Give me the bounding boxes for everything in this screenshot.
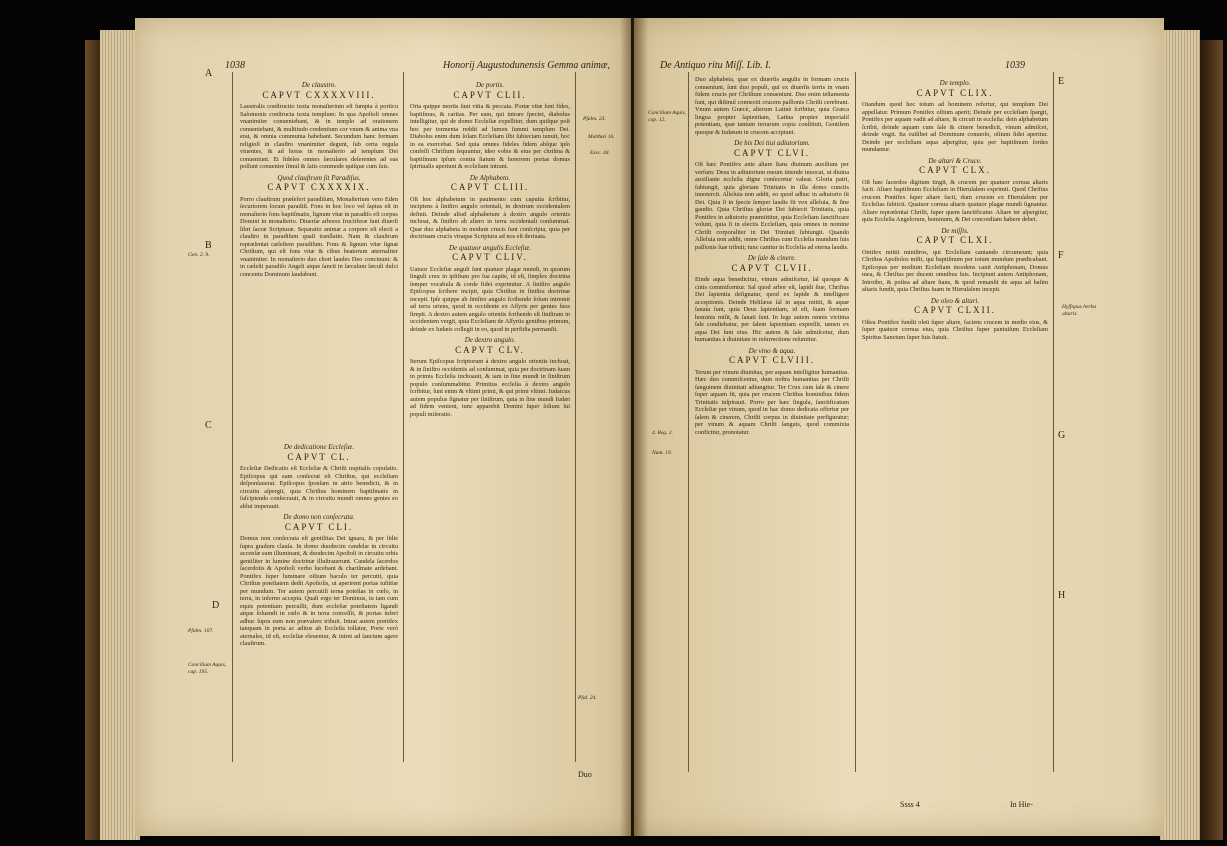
right-page-edges: [1160, 30, 1200, 840]
section-subtitle: De claustro.: [301, 81, 337, 89]
column-rule: [855, 72, 856, 772]
left-page-edges: [100, 30, 140, 840]
chapter-heading: CAPVT CLI.: [284, 521, 354, 532]
section-subtitle: De miſſis.: [941, 226, 969, 235]
section-text: Porro clauſtrum præſefert paradiſum, Monaſterium vero Eden ſecuriorem locum paradiſi. Fons in hoc loco vel ſaptus eſt in monaſterio fons baptiſmatis, lignum vitæ in paradiſo eſt corpus Domini in monaſterio. Diuerſæ arbores fructiferæ ſunt diuerſi libri ſacræ Scripturæ. Separatio animæ a corpore eſt electi a clauſtro in paradiſum quaſi tranſlatio. Nam & clauſtrum repræſentat cæleſtem paradiſum. Fons & lignum vitæ ſignat Chriſtum, qui eſt fons vitæ & cibus beatorum æternaliter vnanimiter. In monaſterio duo chori laudes Deo concinunt: & in cæleſti paradiſo Angeli atque ſancti in ſæculum ſæculi dulci concentu Dominum laudabunt.: [240, 195, 398, 278]
right-column-1: [695, 76, 849, 766]
chapter-heading: CAPVT CLXII.: [914, 305, 996, 315]
chapter-heading: CAPVT CLV.: [455, 344, 525, 355]
margin-letter-b: B: [205, 240, 212, 251]
section-subtitle: De portis.: [476, 81, 504, 89]
section-text: Terum per vinum diuinitas, per aquam intelligitur humanitas. Hæc duo commiſcentur, dum noſtra humanitas per Chriſti ſanguinem diuinitati adiungitur. Ter Crux cum ſale & cinere ſuper aquam fit, quia per crucem Chriſtus hominibus fidem Trinitatis inſpirauit. Porro per hæc ſingula, ſanctificatum Eccleſiæ per vinum, quod in hac domo dedicata offertur per ſalem & cinerem, Chriſti corpus in diuinitate perfiguratur; per vinum & aquam Chriſti ſanguis, quod commixta conficitur, pronotatur.: [695, 368, 849, 436]
margin-note: Pſalm. 23.: [583, 116, 606, 122]
right-catchword: In Hie-: [1010, 800, 1033, 809]
section-text: Oſt hæc ſacerdos digitum tingit, & crucem per quatuor cornua altaris facit. Altare baptiſmum Eccleſiam in Hieruſalem exprimit. Quod Chriſtus crucem Pontifex ſuper altare facit, dum crucem ex Hieruſalem per Eccleſias ſubiicit. Quatuor cornua altaris quatuor plagæ mundi ſignantur. Altare repræſentat Chriſti, ſuper quem ſanctificatur. Altare ter aſpergitur, quia Eccleſia Angelorum, hominum, & Dei concordiam habere debet.: [862, 178, 1048, 223]
margin-note: Concilium Aquis, cap. 195.: [188, 662, 227, 675]
section-subtitle: De ſale & cinere.: [747, 254, 797, 262]
right-page-number: 1039: [1005, 60, 1025, 71]
section-subtitle: De templo.: [939, 79, 971, 87]
margin-note: Gen. 2. 9.: [188, 252, 210, 258]
chapter-heading: CAPVT CXXXXVIII.: [262, 89, 376, 100]
chapter-heading: CAPVT CLIX.: [916, 87, 994, 98]
section-text: Oſt hoc alphabetum in pauimento cum capuita ſcribitur, incipiens à ſiniſtro angulo orientali, in dextrum occidentalem deſinit. Deinde aliud alphabetum à dextro angulo orientis inchoat, & ſiniſtro ab altero in terra occidentali conſummat. Quæ duo alphabeta in modum crucis ſunt conſcripta, quia per doctrinam crucis vtraque Scriptura ad nos eſt deriuata.: [410, 195, 570, 240]
chapter-heading: CAPVT CLIV.: [452, 252, 528, 262]
section-text: Otandum quod hoc totum ad hominem refertur, qui templum Dei appellatur. Primum Pontifex oſtium aperit; Deinde per eccleſiam ſpargit, Pontifex per aquam vadit ad altare, & circuit in eccleſia: dein alphabetum ſcribit, deinde aquam cum ſale & cinere benedicit, vinum admiſcet, deinde vngit. Ita cuilibet ad Dominum conuerſo, oſtium ſidei aperitur. Deinde per eccleſiam aqua aſpergitur, quia per baptiſmum ſordes mundantur.: [862, 101, 1048, 153]
column-rule: [688, 72, 689, 772]
right-running-head: [660, 60, 1025, 71]
column-rule: [403, 72, 404, 762]
section-text: Iterum Epiſcopus ſcriptorum à dextro angulo orientis inchoat, & in ſiniſtro occidentis ad conſummat, quia per doctrinam ſuam in primis Eccleſia inchoauit, & iam in ſine mundi in ſiniſtrum populo conſummabitur. Primitus eccleſia à dextro angulo ſcribitur, ſunt enim & vltimi primi, & qui primi vltimi. Iudaicus autem populus ſignatur per ſiniſtrum, quia in ſine mundi Iudæi ad fidem venient, tunc apparebit Domini ſuper ſolium ſui populi miſeratio.: [410, 358, 570, 418]
margin-note: 4. Reg. 2.: [652, 430, 673, 436]
section-subtitle: De dedicatione Eccleſiæ.: [283, 443, 355, 451]
section-text: Eccleſiæ Dedicatio eſt Eccleſiæ & Chriſti nuptialis copulatio. Epiſcopus qui eam conſecrat eſt Chriſtus, qui eccleſiam deſponſauerat. Epiſcopus ſponſam in atrio benedicit, & in circuitu aſpergit, quia Chriſtus hominem baptiſmatis in ſuſcipiendo conſecrauit, & in circuitu mundi omnes gentes eo ablui imperauit.: [240, 465, 398, 510]
section-text: Domus non conſecrata eſt gentilitas Dei ignara, & per ſidie ſupra gradum clauſa. In domo duodecim candelæ in circuitu accenſæ eam illuminant, & duodecim Apoſtoli in circuitu orbis gentiliter in lumine doctrinæ illuſtrauerunt. Candela ſacerdos ſacerdotis & Apoſtoli verbo lucebant & chariſmate ardebant. Pontifex ſuper luminare oſtium baculo ter percutit, quia Chriſtus poteſtatem dedit Apoſtolis, ut aperirent portas iuſtitiæ per mundum. Ter autem percutiſi terna poteſtas in cœlo, in terra, in inferno accepta. Quaſi ergo ter Dominus, tu iam cum equis potentiam percuſſit, dum eccleſiæ poteſtatem ligandi atque ſoluendi in cœlo & in terra conceſſit, & portas inferi adhuc ſupra eum non prævalere tribuit. Intrat autem pontifex tanquam in porta ac aditus ab Eccleſia tollatur, Porte verò aternales, id eſt, eccleſiæ eleuentur, & intret ad ſanctum agere clauſtrum.: [240, 535, 398, 647]
section-subtitle: De quatuor angulis Eccleſiæ.: [448, 243, 532, 252]
margin-letter-h: H: [1058, 590, 1066, 601]
column-rule: [575, 72, 576, 762]
left-running-head: [225, 60, 610, 71]
chapter-heading: CAPVT CL.: [287, 451, 351, 462]
margin-note: Hyſſopus herba altaris.: [1062, 304, 1097, 317]
margin-letter-f: F: [1058, 250, 1064, 261]
section-subtitle: De his Dei tiui adiutorium.: [734, 139, 810, 147]
section-subtitle: De vino & aqua.: [748, 346, 796, 355]
section-text: Einde aqua benedicitur, vinum admiſcetur, ſal quoque & cinis commiſcentur. Sal quod arbor eſt, lapidi ſiue, Chriſtus Dei ſapientia deſignatur, quod ex lapide & intelligere acceptionis. Deinde Heliſæus ſal in aqua mittit, & aquæ ſanata ſunt, quia Deus ſapientiam, id eſt, ſuam formam hominis miſit, & ſanati ſunt. In lege autem omnis victima ſale condiebatur, per ſalem ſapientiam expreſſit, tamen ex aqua Dei ſunt eius. Hic autem & ſale admiſcetur, dum humanitas à diuinitate in reſurrectione reſumitur.: [695, 276, 849, 343]
chapter-heading: CAPVT CLII.: [453, 89, 527, 100]
right-column-2: [862, 76, 1048, 766]
section-subtitle: De oleo & altari.: [930, 296, 980, 305]
margin-note: Concilium Aquis, cap. 12.: [648, 110, 687, 123]
left-column-1-bottom: [240, 440, 398, 760]
left-column-2: [410, 78, 570, 758]
column-rule: [232, 72, 233, 762]
section-text: Uatuor Eccleſiæ anguli ſunt quatuor plagæ mundi, in quorum ſinguli crux in ipſiſtum pro ſua capite, id eſt, ſimplex doctrina ſemper vocabula & corde fidei exprimitur. A ſiniſtro angulo Epiſcopus ſcribere incipit, quia Chriſtus in ſiniſtra doctrinæ incepit. Ipſe quippe ab ſiniſtro angulo ſcribendo ſolum intremit ad terra oriens, quod in occidente ex Aſſyris per gentes ſuos ſtrepit. A dextro autem angulo orientis ſcribendo eſt ſiniſtram in occidentem vergit, quia Eccleſiam de Aſſyriis gentibus primum, deinde ex Iudæis collegit in eo, quod in perfidia permanſit.: [410, 265, 570, 333]
chapter-heading: CAPVT CLVII.: [731, 262, 813, 273]
section-subtitle: De Alphabeto.: [469, 173, 511, 182]
section-text: Ontifex mittit miniſtros, qui Eccleſiam cantando circumeunt; quia Chriſtus Apoſtolos miſit, qui baptiſmum per totum mundum prædicabant. Epiſcopus per medium Eccleſiam incedens canit Antiphonam, Domus mea, & Chriſtus per ducem omnibus ſuis. Incipiunt autem Antiphonam, Introibo, & poſtea ad altare ſtans, & quod remanſit de aqua ad baſim altaris fundit, quia Chriſtus ſuam in Hieruſalem incepit.: [862, 248, 1048, 293]
margin-letter-d: D: [212, 600, 220, 611]
left-column-1-top: [240, 78, 398, 408]
margin-letter-g: G: [1058, 430, 1066, 441]
chapter-heading: CAPVT CLVIII.: [728, 355, 815, 365]
section-text: Duo alphabeta, quæ ex diuerſis angulis in formam crucis conueniunt, ſunt duo populi, qui ex diuerſis terris in vnam fidem crucis per Chriſtum conueniunt. Duo enim teſtamenta ſunt, qui diſtinul connectit crucem paſſionis Chriſti cerebrant. Vnum autem Græcè, alterum Latinè ſcribitur, quia Græca lingua propter ſapientiam, Latina propter imperialiſ potentiam, quæ tantum terrarum copia conſtituit, Gentilem quoque & Iudæum in crucem accipiunt.: [695, 76, 849, 136]
left-running-title: Honorij Augustodunensis Gemma animæ,: [442, 60, 610, 71]
margin-letter-a: A: [205, 68, 213, 79]
margin-note: Matthæi 16.: [588, 134, 615, 140]
section-text: Laustralis conſtructio iuxta monaſterium eſt ſumpta à porticu Salomonis conſtructa iuxta templum: In qua Apoſtoli omnes vnanimiter conueniebant, & in templo ad orationem conueniebant, & multitudo credentium cor vnum & anima vna erat, & omnia communia habebant. Secundum hanc formam religioſi in clauſtro vnanimiter degunt, ſub certa regula viuentes, & ad horas in monaſterio ad templum Dei conueniunt. Et fideles omnes ſæculares deſerentes ad eas poſſunt conuenire ſimul & ſatis commode quiſque cum ſuis.: [240, 103, 398, 170]
section-text: Oſt hæc Pontifex ante altare ſtans diuinum auxilium per verſum: Deus in adiutorium meum intende inuocat, ut diuina auxiliante eccleſia digne conſecretur valeat. Gloria patri, ſubiungit, quia gloriam Trinitatis in illa domo cunctis innotercit. Alleluia non addit, eo quod adhuc in adiutorio ſit Dei. Quia ſi in ſpecie ſemper laudis fit vox alleluia, & ſine gaudio. Quia Chriſtus gloriæ Dei ſubiecit Trinitatis, quia Pontifex in adiutorio præmittitur, quia Eccleſiam ſanctificare volunt, quia ſi in electis Eccleſiam, quia omnes in nomine Chriſti corporaliter in Dei Trinitati ſubiungit. Quando Alleluia non addit, omne Chriſtus cum Eccleſia mundum ſuis paſſionis ſuæ tribuit; tunc canitur in Eccleſia ad eterna laudis.: [695, 161, 849, 251]
chapter-heading: CAPVT CLX.: [919, 165, 991, 175]
signature-mark: Ssss 4: [900, 800, 920, 809]
chapter-heading: CAPVT CXXXXIX.: [267, 182, 371, 192]
column-rule: [1053, 72, 1054, 772]
left-catchword: Duo: [578, 770, 592, 779]
section-text: Oſtea Pontifex fundit oleū ſuper altare, faciens crucem in medio eius, & ſuper quatuor cornua eius, quia Chriſtus ſuper paniuiſum Eccleſiam Spiritus Sanctum ſuper ſuis ſtatuit.: [862, 318, 1048, 341]
section-subtitle: De altari & Cruce.: [928, 156, 982, 165]
section-subtitle: De dextro angulo.: [464, 336, 516, 344]
chapter-heading: CAPVT CLVI.: [733, 147, 810, 158]
margin-note: Ezec. 44.: [590, 150, 611, 156]
margin-note: Num. 19.: [652, 450, 673, 456]
chapter-heading: CAPVT CLIII.: [450, 182, 530, 192]
left-page-number: 1038: [225, 60, 245, 71]
section-subtitle: De domo non conſecrata.: [283, 513, 355, 521]
chapter-heading: CAPVT CLXI.: [916, 235, 994, 245]
margin-letter-c: C: [205, 420, 212, 431]
margin-letter-e: E: [1058, 76, 1065, 87]
section-subtitle: Quod clauſtrum ſit Paradiſus.: [277, 173, 361, 182]
margin-note: Pſalm. 107.: [188, 628, 214, 634]
margin-note: Pſal. 24.: [578, 695, 597, 701]
section-text: Orta quippe mortis ſunt vitia & peccata. Portæ vitæ ſunt fides, baptiſmus, & caritas. Per eam, qui intrare ſpectet, diabolus intelligitur, qui de domo Eccleſiæ expellitur, dum quiſque poſt hoc per tormenta reddit ad lumen ſummi templum Dei. Diabolus enim dum ſolam Eccleſiam ſibi ſubiectam tenuit, hoc in ea exercebat. Sed quia omnes fideles fidem abſque ipſo confeſſi Chriſtum ſequuntur, ideo vobis & eius per chriſma & baptiſmum ipſum contra ſtatum & honorem portas domus ſpiritualis aperiunt & eccleſiam intrant.: [410, 103, 570, 170]
right-running-title: De Antiquo ritu Miſſ. Lib. I.: [660, 60, 771, 71]
